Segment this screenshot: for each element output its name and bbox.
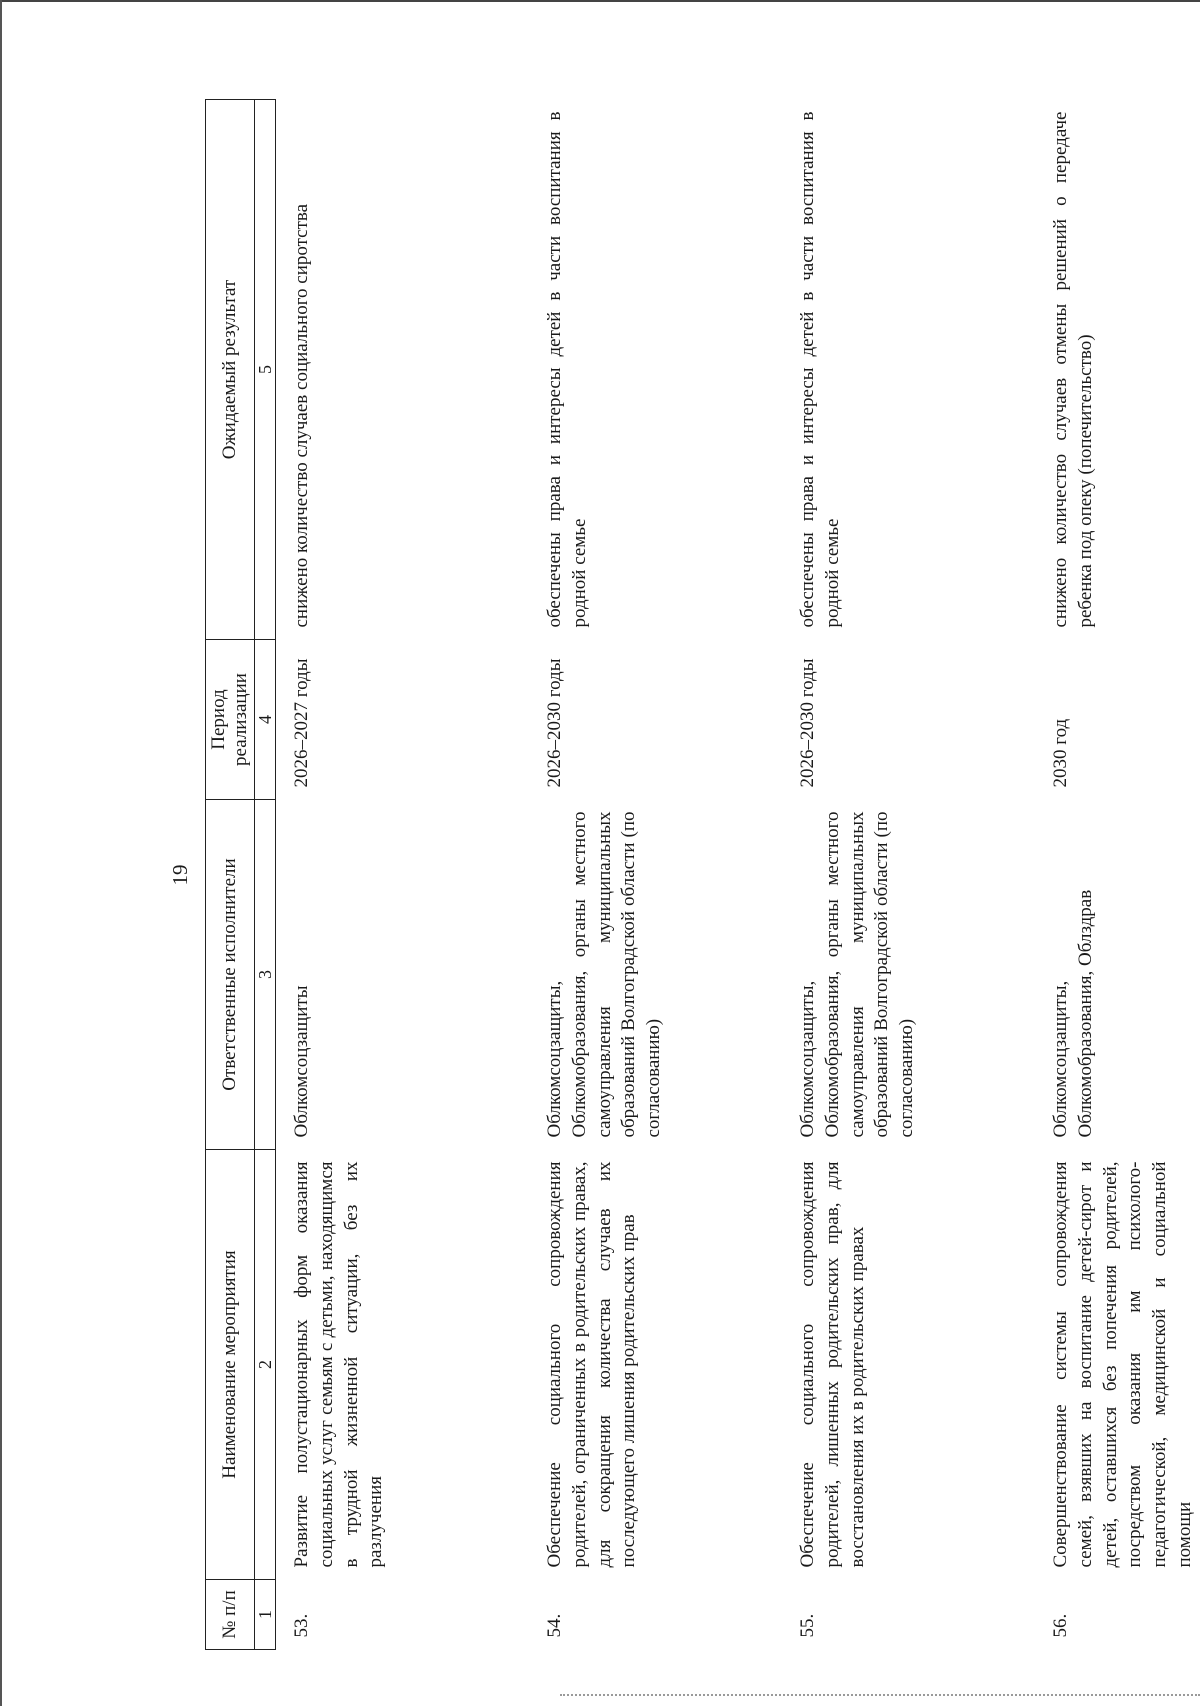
row-number: 56. (1050, 1613, 1072, 1638)
row-executors: Облкомсоцзащиты, Облкомобразования, органы местного самоуправления муниципальных образований Волгоградской области (по согласованию) (544, 811, 665, 1138)
header-number: № п/п (206, 1580, 255, 1650)
column-number: 5 (254, 100, 276, 640)
row-executors: Облкомсоцзащиты, Облкомобразования, органы местного самоуправления муниципальных образований Волгоградской области (по согласованию) (797, 811, 918, 1138)
header-period: Период реализации (206, 640, 255, 800)
row-activity: Обеспечение социального сопровождения родителей, ограниченных в родительских правах, для сокращения количества случаев их последующего лишения родительских прав (544, 1161, 640, 1568)
table-row (782, 100, 1035, 1650)
rotated-page (155, 100, 1195, 1650)
activities-table (205, 99, 1200, 1650)
column-number: 1 (254, 1580, 276, 1650)
row-activity: Совершенствование системы сопровождения семей, взявших на воспитание детей-сирот и детей, оставшихся без попечения родителей, посредством оказания им психолого-педагогической, медицинской и социальной помощи (1050, 1161, 1195, 1568)
column-numbers-row (254, 100, 276, 1650)
row-number: 54. (544, 1613, 566, 1638)
row-number: 53. (291, 1613, 313, 1638)
scan-border-left (0, 0, 2, 1706)
table-row (1035, 100, 1200, 1650)
row-result: обеспечены права и интересы детей в части воспитания в родной семье (544, 111, 591, 628)
scan-specks (560, 1694, 1200, 1698)
row-activity: Обеспечение социального сопровождения родителей, лишенных родительских прав, для восстановления их в родительских правах (797, 1161, 868, 1568)
page-number: 19 (168, 864, 192, 886)
row-executors: Облкомсоцзащиты (291, 985, 313, 1138)
header-activity: Наименование мероприятия (206, 1150, 255, 1580)
row-period: 2030 год (1050, 718, 1072, 788)
column-number: 3 (254, 800, 276, 1150)
row-executors: Облкомсоцзащиты, Облкомобразования, Облздрав (1050, 889, 1097, 1138)
row-period: 2026–2030 годы (797, 658, 819, 788)
column-number: 2 (254, 1150, 276, 1580)
row-period: 2026–2030 годы (544, 658, 566, 788)
column-number: 4 (254, 640, 276, 800)
header-executors: Ответственные исполнители (206, 800, 255, 1150)
table-row (529, 100, 782, 1650)
row-result: снижено количество случаев отмены решений о передаче ребенка под опеку (попечительство) (1050, 111, 1097, 628)
table-row (276, 100, 530, 1650)
row-activity: Развитие полустационарных форм оказания социальных услуг семьям с детьми, находящимся в трудной жизненной ситуации, без их разлучения (291, 1161, 387, 1568)
row-period: 2026–2027 годы (291, 658, 313, 788)
row-number: 55. (797, 1613, 819, 1638)
row-result: снижено количество случаев социального сиротства (291, 203, 313, 628)
scan-border-top (0, 0, 1200, 2)
table-header-row (206, 100, 255, 1650)
header-result: Ожидаемый результат (206, 100, 255, 640)
row-result: обеспечены права и интересы детей в части воспитания в родной семье (797, 111, 844, 628)
